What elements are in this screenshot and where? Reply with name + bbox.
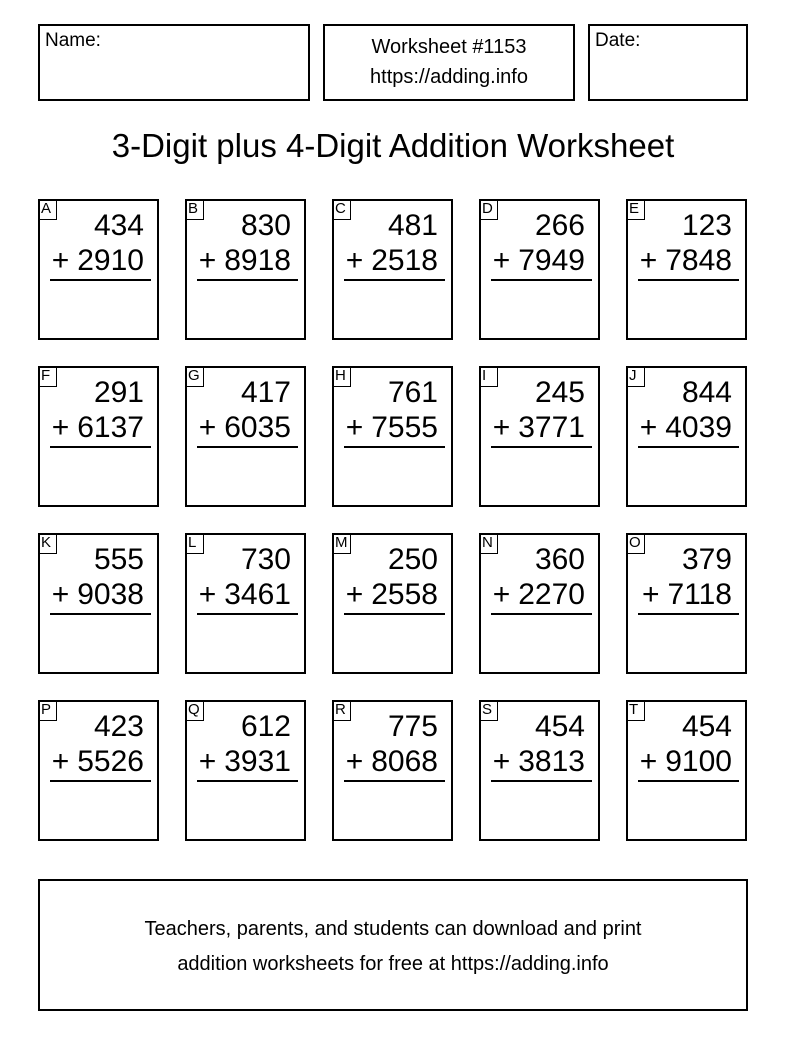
plus-sign: + [51, 745, 70, 778]
plus-sign: + [51, 578, 70, 611]
addend-bottom: 2558 [371, 578, 438, 611]
addend-top: 245 [534, 376, 585, 409]
answer-line [197, 446, 298, 448]
addend-bottom: 7949 [518, 244, 585, 277]
answer-line [50, 613, 151, 615]
answer-line [50, 446, 151, 448]
problem-card[interactable] [626, 366, 747, 507]
addend-top: 612 [240, 710, 291, 743]
problem-letter: G [185, 366, 204, 387]
problem-card[interactable] [38, 366, 159, 507]
problem-card[interactable] [626, 199, 747, 340]
addend-top: 423 [93, 710, 144, 743]
problem-letter: D [479, 199, 498, 220]
addend-top: 761 [387, 376, 438, 409]
problem-letter: E [626, 199, 645, 220]
problem-letter: I [479, 366, 498, 387]
plus-sign: + [198, 745, 217, 778]
addend-bottom: 9038 [77, 578, 144, 611]
addend-top: 123 [681, 209, 732, 242]
problem-letter: A [38, 199, 57, 220]
addend-bottom-row [199, 578, 291, 612]
answer-line [491, 446, 592, 448]
addend-top: 830 [240, 209, 291, 242]
addend-bottom-row [493, 745, 585, 779]
plus-sign: + [51, 244, 70, 277]
problem-letter: S [479, 700, 498, 721]
plus-sign: + [639, 745, 658, 778]
answer-line [197, 780, 298, 782]
problem-card[interactable] [38, 700, 159, 841]
plus-sign: + [492, 745, 511, 778]
problem-letter: K [38, 533, 57, 554]
addend-bottom-row [346, 745, 438, 779]
footer-box [38, 879, 748, 1011]
plus-sign: + [345, 244, 364, 277]
problem-card[interactable] [332, 366, 453, 507]
addend-bottom: 6035 [224, 411, 291, 444]
plus-sign: + [198, 244, 217, 277]
problem-card[interactable] [38, 533, 159, 674]
addend-bottom-row [493, 244, 585, 278]
problem-card[interactable] [185, 199, 306, 340]
addend-top: 291 [93, 376, 144, 409]
plus-sign: + [641, 578, 660, 611]
addend-bottom: 9100 [665, 745, 732, 778]
plus-sign: + [345, 578, 364, 611]
problem-card[interactable] [185, 366, 306, 507]
worksheet-number: Worksheet #1153 [371, 36, 527, 58]
problem-card[interactable] [626, 700, 747, 841]
problem-letter: O [626, 533, 645, 554]
addend-bottom-row [52, 578, 144, 612]
addend-top: 775 [387, 710, 438, 743]
problem-letter: B [185, 199, 204, 220]
name-label: Name: [45, 30, 101, 51]
addend-bottom: 2518 [371, 244, 438, 277]
answer-line [344, 446, 445, 448]
addend-top: 555 [93, 543, 144, 576]
addend-top: 454 [681, 710, 732, 743]
answer-line [491, 279, 592, 281]
name-field[interactable] [38, 24, 310, 101]
addend-bottom: 8068 [371, 745, 438, 778]
addend-bottom-row [640, 411, 732, 445]
addend-top: 481 [387, 209, 438, 242]
addend-bottom: 7555 [371, 411, 438, 444]
footer-line-2: addition worksheets for free at https://adding.info [177, 953, 609, 975]
addend-bottom: 7118 [667, 578, 732, 611]
problem-letter: M [332, 533, 351, 554]
plus-sign: + [639, 411, 658, 444]
problem-letter: H [332, 366, 351, 387]
addend-bottom-row [642, 578, 732, 612]
addend-bottom-row [52, 244, 144, 278]
addend-bottom: 3771 [518, 411, 585, 444]
worksheet-url: https://adding.info [370, 66, 528, 88]
answer-line [50, 279, 151, 281]
problem-card[interactable] [479, 700, 600, 841]
addend-top: 730 [240, 543, 291, 576]
addend-bottom: 6137 [77, 411, 144, 444]
problem-card[interactable] [626, 533, 747, 674]
addend-top: 379 [681, 543, 732, 576]
addend-bottom: 3813 [518, 745, 585, 778]
problem-card[interactable] [185, 700, 306, 841]
addend-bottom-row [346, 244, 438, 278]
answer-line [638, 613, 739, 615]
plus-sign: + [198, 578, 217, 611]
addend-bottom: 2270 [518, 578, 585, 611]
addend-bottom-row [493, 578, 585, 612]
answer-line [344, 613, 445, 615]
problem-card[interactable] [332, 533, 453, 674]
worksheet-info-box [323, 24, 575, 101]
answer-line [344, 279, 445, 281]
addend-bottom-row [346, 578, 438, 612]
addend-bottom-row [346, 411, 438, 445]
problem-card[interactable] [479, 199, 600, 340]
plus-sign: + [492, 578, 511, 611]
date-field[interactable] [588, 24, 748, 101]
addend-bottom: 4039 [665, 411, 732, 444]
addend-bottom-row [199, 244, 291, 278]
answer-line [50, 780, 151, 782]
plus-sign: + [639, 244, 658, 277]
plus-sign: + [492, 411, 511, 444]
plus-sign: + [492, 244, 511, 277]
addend-bottom: 2910 [77, 244, 144, 277]
problem-card[interactable] [479, 533, 600, 674]
answer-line [197, 613, 298, 615]
problem-card[interactable] [479, 366, 600, 507]
answer-line [491, 613, 592, 615]
addend-bottom-row [52, 745, 144, 779]
plus-sign: + [51, 411, 70, 444]
addend-bottom-row [493, 411, 585, 445]
footer-line-1: Teachers, parents, and students can download and print [144, 918, 642, 940]
problem-letter: J [626, 366, 645, 387]
addend-bottom: 7848 [665, 244, 732, 277]
addend-bottom-row [640, 244, 732, 278]
answer-line [344, 780, 445, 782]
problem-card[interactable] [38, 199, 159, 340]
plus-sign: + [198, 411, 217, 444]
plus-sign: + [345, 745, 364, 778]
problem-letter: Q [185, 700, 204, 721]
problem-letter: N [479, 533, 498, 554]
addend-bottom-row [640, 745, 732, 779]
addend-bottom: 8918 [224, 244, 291, 277]
addend-top: 266 [534, 209, 585, 242]
problem-card[interactable] [332, 700, 453, 841]
addend-bottom: 3461 [224, 578, 291, 611]
problem-letter: T [626, 700, 645, 721]
answer-line [197, 279, 298, 281]
addend-top: 434 [93, 209, 144, 242]
problem-letter: R [332, 700, 351, 721]
addend-top: 844 [681, 376, 732, 409]
problem-letter: L [185, 533, 204, 554]
answer-line [491, 780, 592, 782]
problem-card[interactable] [332, 199, 453, 340]
addend-bottom: 3931 [224, 745, 291, 778]
page-title: 3-Digit plus 4-Digit Addition Worksheet [111, 127, 675, 164]
problem-letter: C [332, 199, 351, 220]
answer-line [638, 446, 739, 448]
plus-sign: + [345, 411, 364, 444]
answer-line [638, 780, 739, 782]
problem-card[interactable] [185, 533, 306, 674]
addend-top: 250 [387, 543, 438, 576]
addend-top: 417 [240, 376, 291, 409]
date-label: Date: [595, 30, 641, 51]
addend-top: 360 [534, 543, 585, 576]
addend-bottom-row [199, 745, 291, 779]
addend-bottom: 5526 [77, 745, 144, 778]
problem-letter: F [38, 366, 57, 387]
answer-line [638, 279, 739, 281]
problem-letter: P [38, 700, 57, 721]
addend-bottom-row [52, 411, 144, 445]
addend-top: 454 [534, 710, 585, 743]
addend-bottom-row [199, 411, 291, 445]
